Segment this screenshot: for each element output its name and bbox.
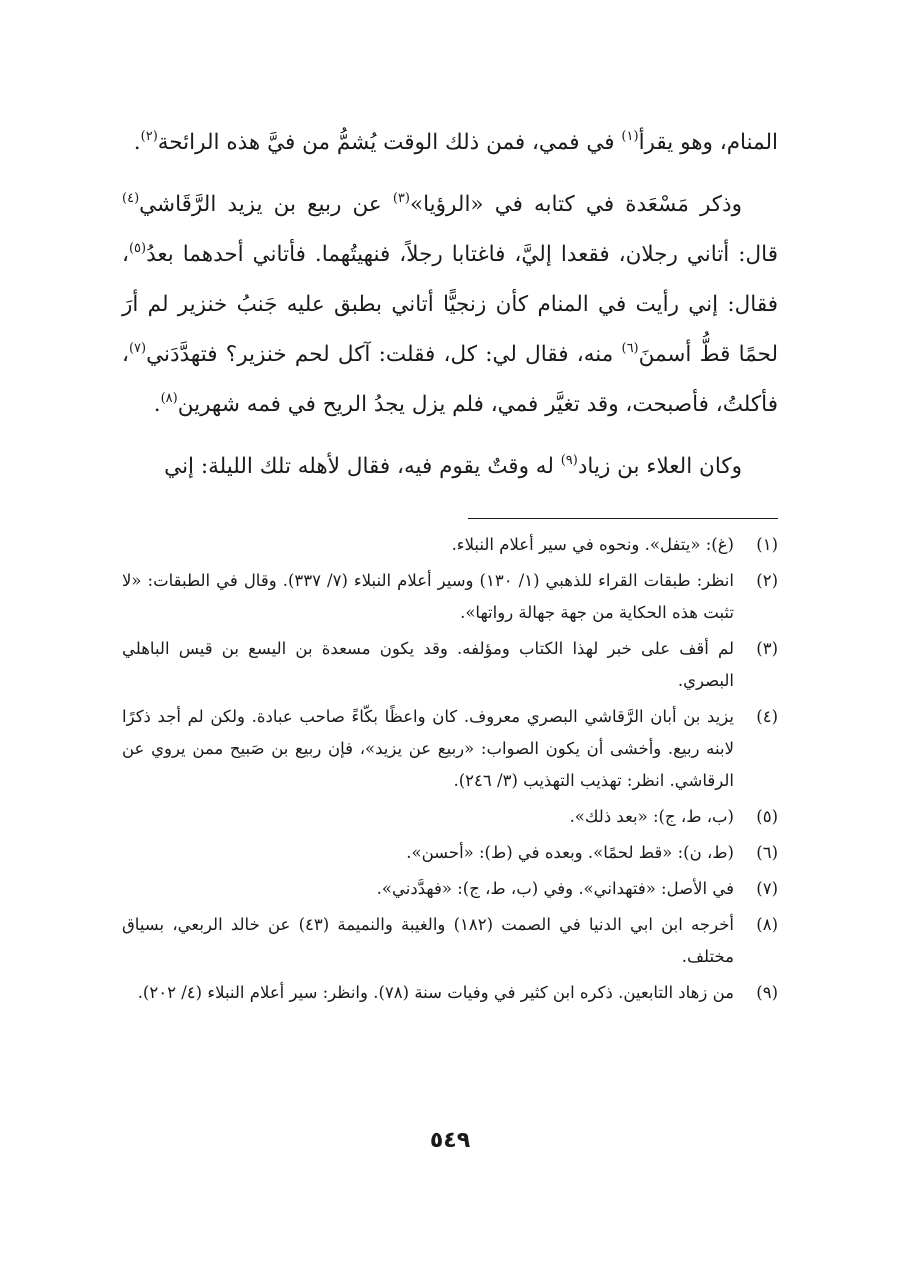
footnote — [122, 837, 778, 869]
footnote-text: لم أقف على خبر لهذا الكتاب ومؤلفه. وقد يكون مسعدة بن اليسع بن قيس الباهلي البصري. — [122, 639, 734, 690]
footnote-ref: (٥) — [128, 241, 147, 256]
footnote — [122, 701, 778, 797]
footnote-text: انظر: طبقات القراء للذهبي (١/ ١٣٠) وسير أعلام النبلاء (٧/ ٣٣٧). وقال في الطبقات: «لا تثبت هذه الحكاية من جهة جهالة رواتها». — [122, 571, 734, 622]
footnote-number: (٢) — [756, 571, 778, 590]
footnote-ref: (٤) — [122, 191, 140, 206]
paragraph-text: وكان العلاء بن زياد — [577, 454, 742, 479]
footnote-text: من زهاد التابعين. ذكره ابن كثير في وفيات سنة (٧٨). وانظر: سير أعلام النبلاء (٤/ ٢٠٢). — [137, 983, 734, 1002]
paragraph-text: ، فأكلتُ، فأصبحت، وقد تغيَّر فمي، فلم يزل يجدُ الريح في فمه شهرين — [122, 342, 778, 417]
footnote-text: يزيد بن أبان الرَّقاشي البصري معروف. كان واعظًا بكّاءً صاحب عبادة. ولكن لم أجد ذكرًا لابنه ربيع. وأخشى أن يكون الصواب: «ربيع عن يزيد»، فإن ربيع بن صَبيح ممن يروي عن الرقاشي. انظر: تهذيب التهذيب (٣/ ٢٤٦). — [122, 707, 734, 790]
paragraph-text: ، فقال: إني رأيت في المنام كأن زنجيًّا أتاني بطبق عليه جَنبُ خنزير لم أرَ لحمًا قطُّ أسمنَ — [122, 242, 778, 367]
footnote-text: (غ): «يتفل». ونحوه في سير أعلام النبلاء. — [451, 535, 734, 554]
paragraph-text: منه، فقال لي: كل، فقلت: آكل لحم خنزير؟ فتهدَّدَني — [146, 342, 622, 367]
footnote-number: (٤) — [756, 707, 778, 726]
footnote-ref: (٦) — [621, 341, 639, 356]
footnote-number: (٣) — [756, 639, 778, 658]
footnote-number: (٦) — [756, 843, 778, 862]
footnote-separator — [468, 518, 778, 519]
footnote-ref: (١) — [621, 129, 639, 144]
footnote — [122, 977, 778, 1009]
footnote — [122, 801, 778, 833]
paragraph-text: عن ربيع بن يزيد الرَّقَاشي — [139, 192, 393, 217]
footnote-number: (٥) — [756, 807, 778, 826]
page-number: ٥٤٩ — [429, 1128, 471, 1153]
footnote-text: في الأصل: «فتهداني». وفي (ب، ط، ج): «فهدَّدني». — [376, 879, 734, 898]
main-text — [122, 118, 778, 492]
paragraph-2 — [122, 180, 778, 430]
footnote-number: (٩) — [756, 983, 778, 1002]
footnote-ref: (٧) — [128, 341, 147, 356]
footnote — [122, 909, 778, 973]
footnote-number: (١) — [756, 535, 778, 554]
footnote — [122, 529, 778, 561]
paragraph-text: . — [133, 130, 141, 155]
book-page — [122, 118, 778, 1198]
paragraph-1 — [122, 118, 778, 168]
paragraph-text: وذكر مَسْعَدة في كتابه في «الرؤيا» — [409, 192, 743, 217]
footnote-text: (ط، ن): «قط لحمًا». وبعده في (ط): «أحسن». — [406, 843, 734, 862]
paragraph-3 — [122, 442, 778, 492]
footnote — [122, 565, 778, 629]
paragraph-text: . — [153, 392, 161, 417]
paragraph-text: له وقتٌ يقوم فيه، فقال لأهله تلك الليلة: إني — [164, 454, 561, 479]
footnotes — [122, 529, 778, 1009]
footnote-ref: (٣) — [392, 191, 410, 206]
footnote-ref: (٢) — [140, 129, 158, 144]
footnote-ref: (٩) — [560, 453, 578, 468]
footnote-text: (ب، ط، ج): «بعد ذلك». — [569, 807, 734, 826]
footnote-number: (٨) — [756, 915, 778, 934]
footnote-number: (٧) — [756, 879, 778, 898]
footnote — [122, 873, 778, 905]
paragraph-text: المنام، وهو يقرأ — [638, 130, 778, 155]
footnote — [122, 633, 778, 697]
footnote-ref: (٨) — [160, 391, 178, 406]
footnote-text: أخرجه ابن ابي الدنيا في الصمت (١٨٢) والغيبة والنميمة (٤٣) عن خالد الربعي، بسياق مختلف. — [122, 915, 734, 966]
paragraph-text: قال: أتاني رجلان، فقعدا إليَّ، فاغتابا رجلاً، فنهيتُهما. فأتاني أحدهما بعدُ — [146, 242, 778, 267]
paragraph-text: في فمي، فمن ذلك الوقت يُشمُّ من فيَّ هذه الرائحة — [157, 130, 622, 155]
